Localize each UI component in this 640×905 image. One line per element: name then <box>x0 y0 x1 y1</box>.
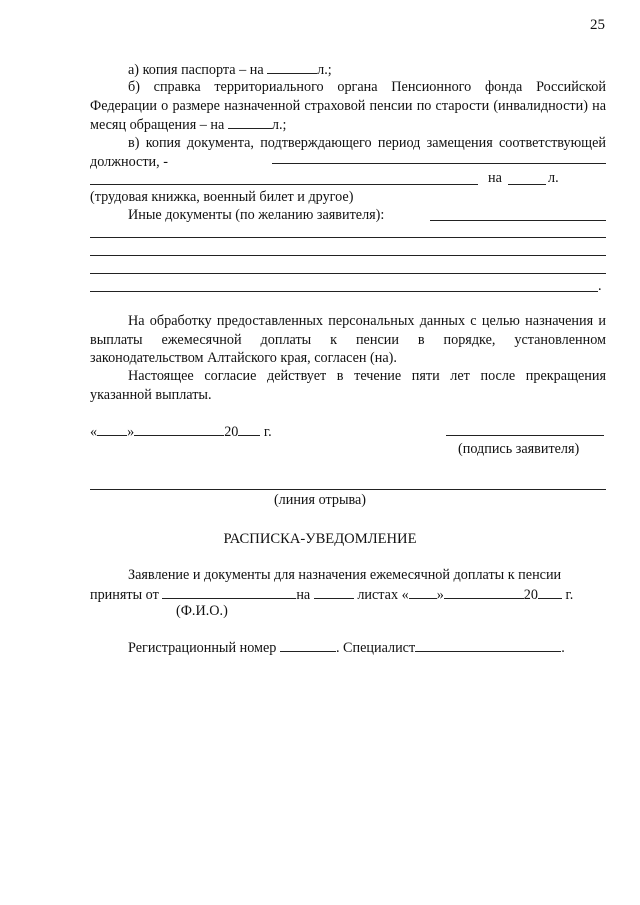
other-documents-field-5[interactable] <box>90 291 598 292</box>
item-a-sheets-field[interactable] <box>267 60 317 74</box>
item-c-sheets-field[interactable] <box>508 184 546 185</box>
signature-field[interactable] <box>446 435 604 436</box>
consent-paragraph-1: На обработку предоставленных персональных данных с целью назначения и выплаты ежемесячной доплаты к пенсии в порядке, установленном законодательством Алтайского края, согласен (на). <box>90 313 606 367</box>
specialist-label: . Специалист <box>335 640 416 656</box>
receipt-close-quote: » <box>436 587 444 603</box>
receipt-name-field[interactable] <box>162 585 296 599</box>
item-c-suffix: л. <box>548 170 559 186</box>
receipt-year-field[interactable] <box>538 585 562 599</box>
item-c-field-2[interactable] <box>90 184 478 185</box>
signature-caption: (подпись заявителя) <box>458 441 580 457</box>
receipt-day-field[interactable] <box>409 585 437 599</box>
other-documents-field-4[interactable] <box>90 273 606 274</box>
item-c-label: в) копия документа, подтверждающего период замещения соответствующей должности, - <box>90 135 606 170</box>
other-documents-field-3[interactable] <box>90 255 606 256</box>
registration-line <box>128 638 565 657</box>
receipt-year-suffix: г. <box>565 587 574 603</box>
receipt-sheets-label: листах « <box>357 587 409 603</box>
receipt-fio-caption: (Ф.И.О.) <box>176 603 228 619</box>
receipt-line-2 <box>90 585 573 604</box>
item-b-pension-certificate <box>90 78 606 135</box>
specialist-field[interactable] <box>415 638 561 652</box>
item-c-na: на <box>488 170 502 186</box>
other-documents-label: Иные документы (по желанию заявителя): <box>128 207 385 223</box>
page-number: 25 <box>590 17 605 33</box>
receipt-line-1: Заявление и документы для назначения ежемесячной доплаты к пенсии <box>128 567 562 583</box>
other-documents-end-dot: . <box>598 278 602 294</box>
consent-paragraph-2: Настоящее согласие действует в течение пяти лет после прекращения указанной выплаты. <box>90 368 606 403</box>
date-close-quote: » <box>127 424 135 440</box>
receipt-year-prefix: 20 <box>523 587 538 603</box>
receipt-accepted-from: приняты от <box>90 587 159 603</box>
receipt-title: РАСПИСКА-УВЕДОМЛЕНИЕ <box>223 531 417 547</box>
tear-line <box>90 489 606 490</box>
receipt-sheets-field[interactable] <box>314 585 354 599</box>
item-b-suffix: л.; <box>271 117 287 134</box>
item-a-passport <box>128 60 332 79</box>
item-b-label: б) справка территориального органа Пенсионного фонда Российской Федерации о размере назначенной страховой пенсии по старости (инвалидности) на месяц обращения – на <box>90 79 606 134</box>
item-b-sheets-field[interactable] <box>228 115 272 129</box>
item-c-document-copy <box>90 134 606 171</box>
registration-number-label: Регистрационный номер <box>128 640 277 656</box>
item-a-suffix: л.; <box>317 62 332 78</box>
receipt-on: на <box>296 587 311 603</box>
item-c-field-1[interactable] <box>272 163 606 164</box>
registration-end-dot: . <box>561 640 565 656</box>
date-month-field[interactable] <box>134 422 224 436</box>
date-day-field[interactable] <box>97 422 127 436</box>
tear-line-caption: (линия отрыва) <box>273 492 367 508</box>
date-year-field[interactable] <box>238 422 260 436</box>
receipt-month-field[interactable] <box>444 585 524 599</box>
registration-number-field[interactable] <box>280 638 336 652</box>
application-date <box>90 422 272 441</box>
other-documents-field-2[interactable] <box>90 237 606 238</box>
other-documents-field-1[interactable] <box>430 220 606 221</box>
item-c-note: (трудовая книжка, военный билет и другое) <box>90 189 354 205</box>
item-a-label: а) копия паспорта – на <box>128 62 264 78</box>
date-open-quote: « <box>90 424 98 440</box>
date-year-suffix: г. <box>263 424 272 440</box>
date-year-prefix: 20 <box>224 424 239 440</box>
